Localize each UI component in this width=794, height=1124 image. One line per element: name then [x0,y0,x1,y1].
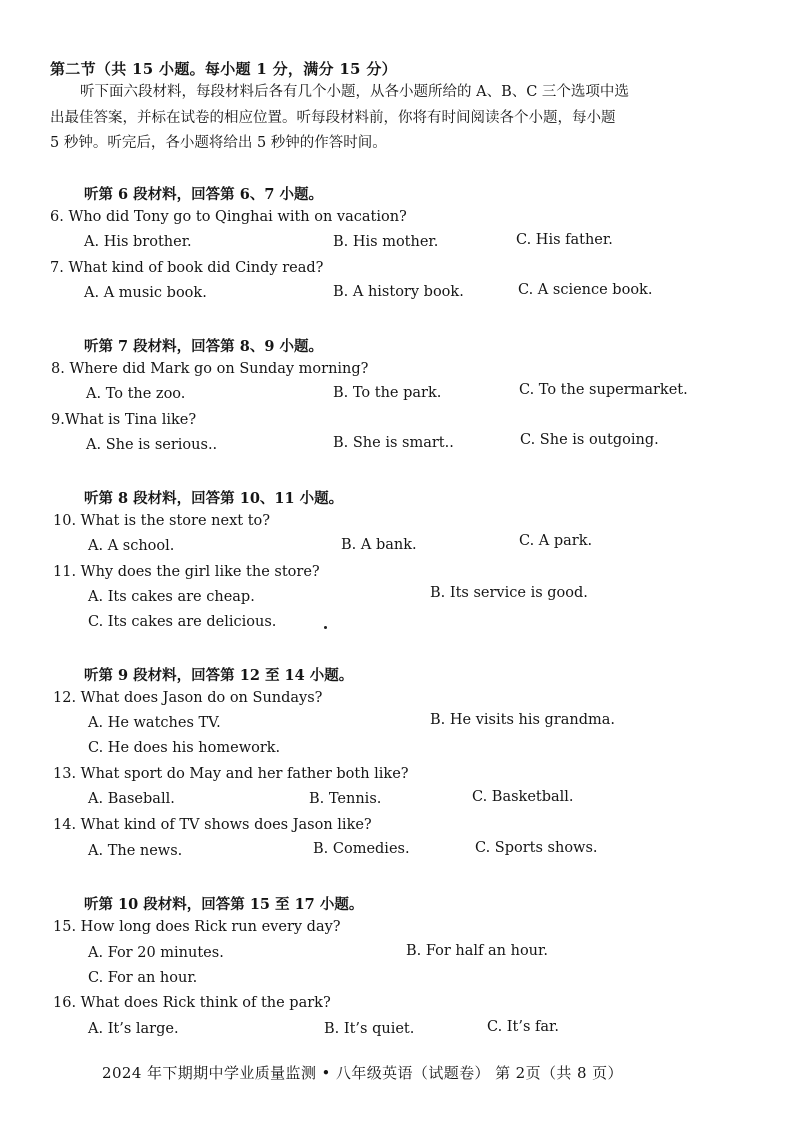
option-c: C. It’s far. [487,1019,559,1035]
option-c: C. He does his homework. [88,740,281,756]
page-footer: 2024 年下期期中学业质量监测 • 八年级英语（试题卷） 第 2页（共 8 页） [102,1064,623,1082]
option-a: A. The news. [88,843,183,859]
option-b: B. Comedies. [313,841,410,857]
option-c: C. To the supermarket. [519,382,688,398]
question-stem: 11. Why does the girl like the store? [53,564,320,580]
option-b: B. It’s quiet. [324,1021,415,1037]
option-c: C. Its cakes are delicious. [88,614,277,630]
option-a: A. She is serious.. [86,437,218,453]
group-heading: 听第 6 段材料，回答第 6、7 小题。 [84,186,323,203]
option-a: A. Its cakes are cheap. [88,589,255,605]
option-b: B. For half an hour. [406,943,548,959]
question-stem: 7. What kind of book did Cindy read? [50,260,324,276]
section-instructions [50,80,700,157]
option-b: B. A bank. [341,537,417,553]
ink-dot [324,626,327,629]
option-a: A. A school. [88,538,175,554]
question-stem: 13. What sport do May and her father both like? [53,766,409,782]
instruction-line: 出最佳答案，并标在试卷的相应位置。听每段材料前，你将有时间阅读各个小题，每小题 [50,109,616,126]
question-stem: 9.What is Tina like? [51,412,197,428]
option-b: B. Tennis. [309,791,382,807]
instruction-line: 听下面六段材料，每段材料后各有几个小题，从各小题所给的 A、B、C 三个选项中选 [80,84,629,100]
option-b: B. He visits his grandma. [430,712,616,728]
option-a: A. For 20 minutes. [88,945,224,961]
option-c: C. She is outgoing. [520,432,659,448]
group-heading: 听第 9 段材料，回答第 12 至 14 小题。 [84,667,354,684]
option-c: C. Sports shows. [475,840,598,856]
option-b: B. A history book. [333,284,464,300]
group-heading: 听第 7 段材料，回答第 8、9 小题。 [84,338,323,355]
option-a: A. His brother. [84,234,192,250]
question-stem: 8. Where did Mark go on Sunday morning? [51,361,369,377]
option-b: B. His mother. [333,234,439,250]
instruction-line: 5 秒钟。听完后，各小题将给出 5 秒钟的作答时间。 [50,135,387,151]
option-c: C. A science book. [518,282,653,298]
group-heading: 听第 10 段材料，回答第 15 至 17 小题。 [84,896,364,913]
option-b: B. She is smart.. [333,435,454,451]
option-c: C. For an hour. [88,970,198,986]
option-b: B. Its service is good. [430,585,588,601]
question-stem: 16. What does Rick think of the park? [53,995,331,1011]
question-stem: 15. How long does Rick run every day? [53,919,341,935]
option-a: A. It’s large. [88,1021,179,1037]
question-stem: 10. What is the store next to? [53,513,271,529]
question-stem: 14. What kind of TV shows does Jason like? [53,817,372,833]
section-title: 第二节（共 15 小题。每小题 1 分，满分 15 分） [50,60,397,78]
question-stem: 12. What does Jason do on Sundays? [53,690,323,706]
option-c: C. Basketball. [472,789,574,805]
option-a: A. A music book. [84,285,207,301]
option-a: A. He watches TV. [88,715,221,731]
option-c: C. His father. [516,232,613,248]
group-heading: 听第 8 段材料，回答第 10、11 小题。 [84,490,344,507]
question-stem: 6. Who did Tony go to Qinghai with on vacation? [50,209,407,225]
option-a: A. To the zoo. [86,386,186,402]
option-c: C. A park. [519,533,593,549]
option-b: B. To the park. [333,385,442,401]
option-a: A. Baseball. [88,791,175,807]
